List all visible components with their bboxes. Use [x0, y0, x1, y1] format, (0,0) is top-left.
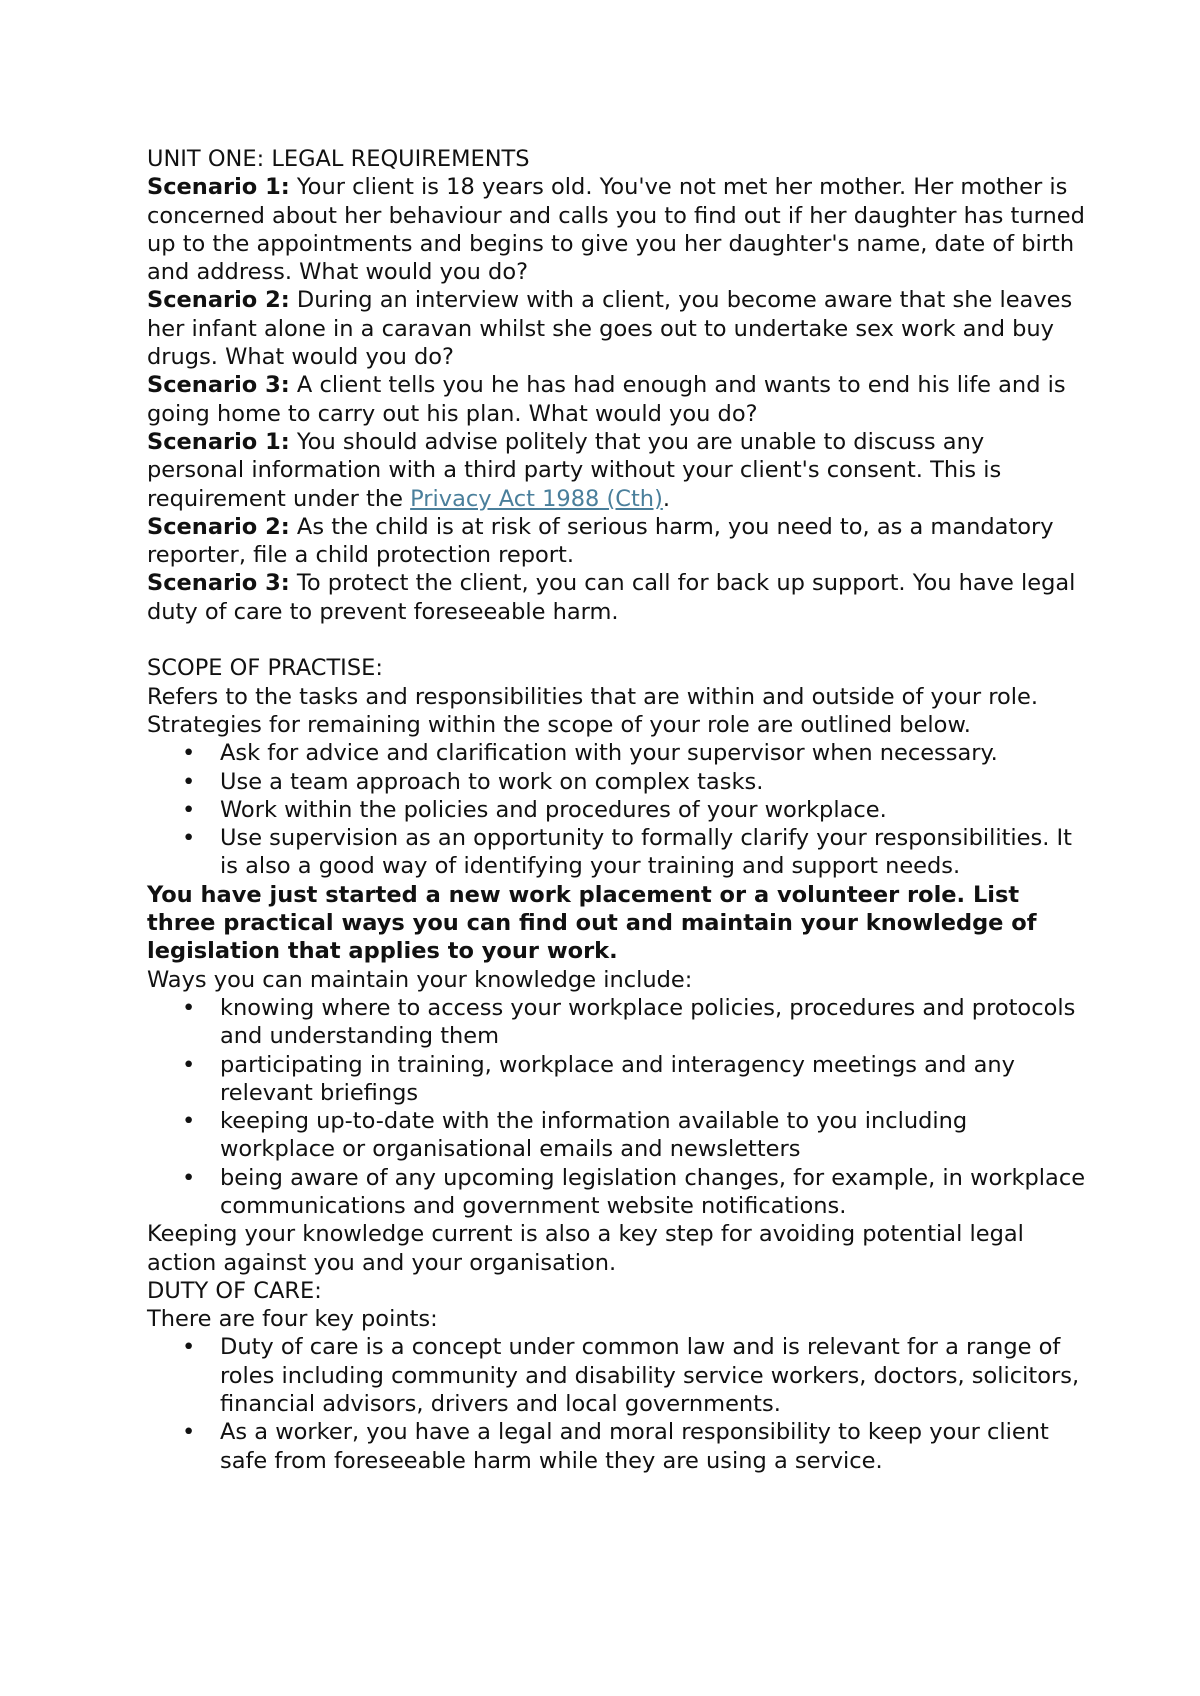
bullet-icon: •: [182, 1419, 196, 1446]
privacy-act-link[interactable]: Privacy Act 1988 (Cth): [410, 485, 663, 512]
knowledge-question-text: You have just started a new work placement or a volunteer role. List three practical ways you can find out and maintain your knowledge of legislation that applies to your work.: [147, 881, 1037, 965]
list-item: [147, 1051, 1087, 1108]
answer-1-text: You should advise politely that you are unable to discuss any personal information with a third party without your client's consent. This is requirement under the: [147, 428, 1002, 512]
bullet-icon: •: [182, 1108, 196, 1135]
list-item-text: Ask for advice and clarification with your supervisor when necessary.: [220, 740, 998, 767]
answer-2-label: Scenario 2:: [147, 513, 290, 540]
blank-line: [147, 626, 1087, 654]
document-page: [147, 145, 1087, 1475]
list-item-text: knowing where to access your workplace policies, procedures and protocols and understanding them: [220, 994, 1076, 1050]
scenario-2-label: Scenario 2:: [147, 287, 290, 314]
bullet-icon: •: [182, 825, 196, 852]
bullet-icon: •: [182, 994, 196, 1021]
bullet-icon: •: [182, 1164, 196, 1191]
list-item-text: participating in training, workplace and interagency meetings and any relevant briefings: [220, 1051, 1015, 1106]
bullet-icon: •: [182, 740, 196, 767]
scope-intro: Strategies for remaining within the scope of your role are outlined below.: [147, 711, 971, 738]
list-item: [147, 1164, 1087, 1221]
list-item-text: Work within the policies and procedures of your workplace.: [220, 796, 887, 823]
answer-2-text: As the child is at risk of serious harm, you need to, as a mandatory reporter, file a child protection report.: [147, 513, 1054, 569]
list-item: [147, 1107, 1087, 1164]
list-item-text: As a worker, you have a legal and moral responsibility to keep your client safe from foreseeable harm while they are using a service.: [220, 1419, 1049, 1474]
bullet-icon: •: [182, 768, 196, 795]
list-item: [147, 994, 1087, 1051]
list-item: [147, 768, 1087, 796]
answer-2: [147, 513, 1087, 570]
scenario-2: [147, 286, 1087, 371]
scenario-2-text: During an interview with a client, you become aware that she leaves her infant alone in a caravan whilst she goes out to undertake sex work and buy drugs. What would you do?: [147, 287, 1073, 371]
answer-1-label: Scenario 1:: [147, 428, 290, 455]
duty-intro: There are four key points:: [147, 1306, 438, 1333]
list-item: [147, 1418, 1087, 1475]
duty-heading: DUTY OF CARE:: [147, 1277, 322, 1304]
list-item-text: Use a team approach to work on complex tasks.: [220, 768, 764, 795]
bullet-icon: •: [182, 796, 196, 823]
scope-list: [147, 739, 1087, 880]
scenario-1: [147, 173, 1087, 286]
knowledge-closing: Keeping your knowledge current is also a key step for avoiding potential legal action against you and your organisation.: [147, 1221, 1024, 1276]
answer-3-label: Scenario 3:: [147, 570, 290, 597]
answer-3: [147, 569, 1087, 626]
list-item: [147, 796, 1087, 824]
bullet-icon: •: [182, 1051, 196, 1078]
scenario-3: [147, 371, 1087, 428]
scenario-1-label: Scenario 1:: [147, 174, 290, 201]
scope-definition: Refers to the tasks and responsibilities that are within and outside of your role.: [147, 683, 1039, 710]
list-item-text: Use supervision as an opportunity to formally clarify your responsibilities. It is also a good way of identifying your training and support needs.: [220, 825, 1073, 880]
list-item: [147, 824, 1087, 881]
bullet-icon: •: [182, 1334, 196, 1361]
list-item: [147, 1333, 1087, 1418]
scope-heading: SCOPE OF PRACTISE:: [147, 655, 383, 682]
list-item-text: being aware of any upcoming legislation changes, for example, in workplace communications and government website notifications.: [220, 1164, 1086, 1219]
knowledge-question: [147, 881, 1087, 966]
list-item: [147, 739, 1087, 767]
list-item-text: Duty of care is a concept under common law and is relevant for a range of roles including community and disability service workers, doctors, solicitors, financial advisors, drivers and local governments.: [220, 1334, 1080, 1418]
knowledge-intro: Ways you can maintain your knowledge include:: [147, 966, 693, 993]
scenario-3-label: Scenario 3:: [147, 372, 290, 399]
answer-1: [147, 428, 1087, 513]
answer-1-end: .: [662, 485, 670, 512]
scenario-1-text: Your client is 18 years old. You've not met her mother. Her mother is concerned about her behaviour and calls you to find out if her daughter has turned up to the appointments and begins to give you her daughter's name, date of birth and address. What would you do?: [147, 174, 1085, 286]
unit-title: UNIT ONE: LEGAL REQUIREMENTS: [147, 146, 530, 172]
list-item-text: keeping up-to-date with the information available to you including workplace or organisational emails and newsletters: [220, 1108, 968, 1163]
duty-list: [147, 1333, 1087, 1474]
scenario-3-text: A client tells you he has had enough and wants to end his life and is going home to carry out his plan. What would you do?: [147, 372, 1066, 427]
knowledge-list: [147, 994, 1087, 1220]
answer-3-text: To protect the client, you can call for back up support. You have legal duty of care to prevent foreseeable harm.: [147, 570, 1076, 625]
